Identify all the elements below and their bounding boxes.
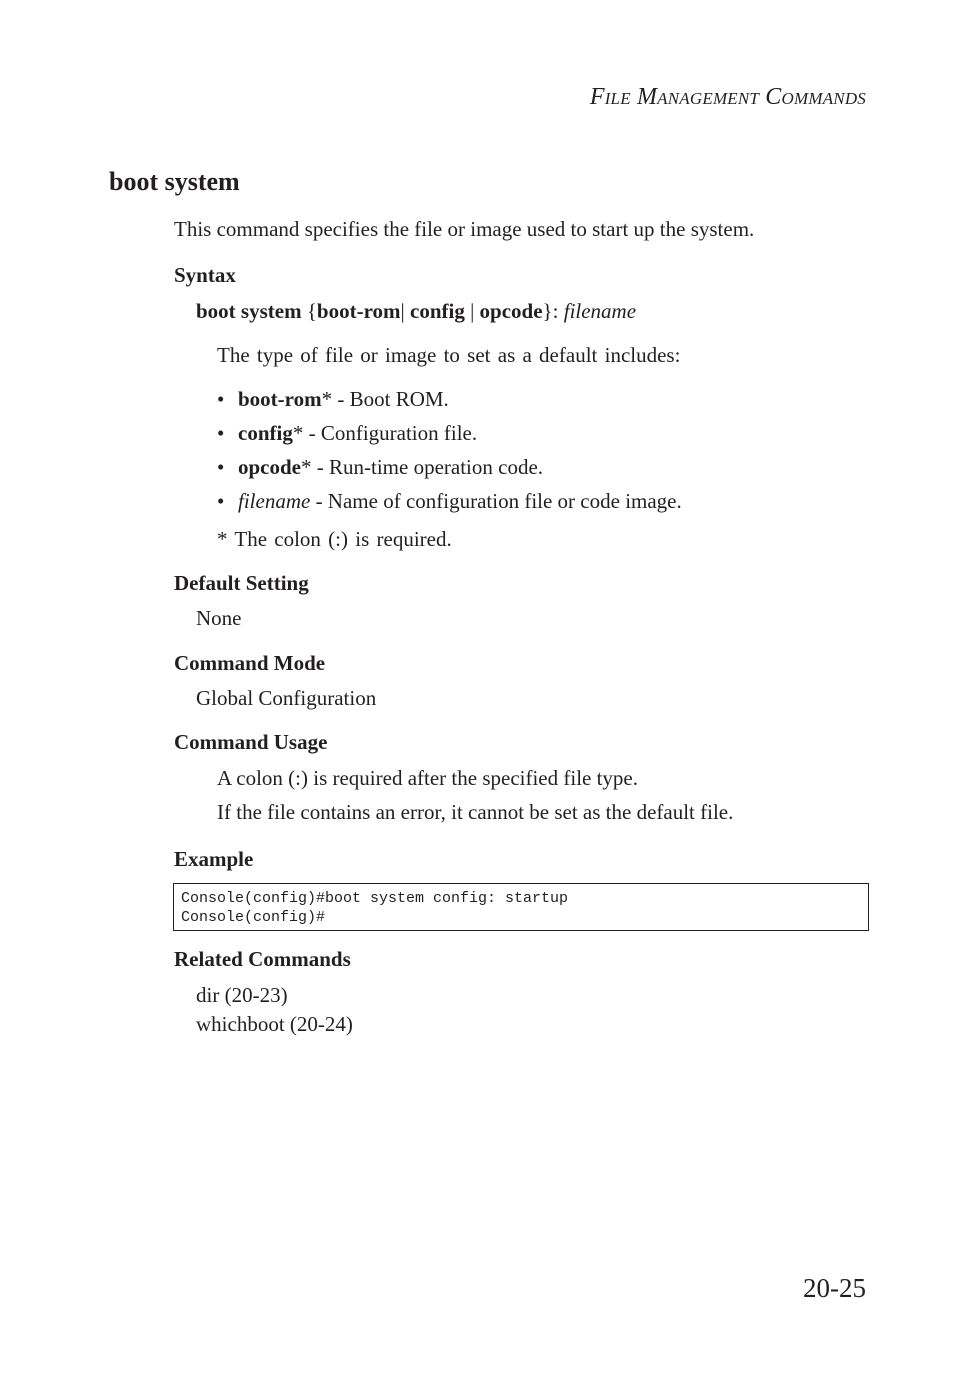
option-description: - Name of configuration file or code image.	[310, 489, 682, 513]
syntax-separator: |	[464, 299, 480, 323]
syntax-option-boot-rom: boot-rom	[316, 299, 401, 323]
bullet-icon: •	[217, 455, 225, 479]
command-description: This command specifies the file or image used to start up the system.	[174, 217, 755, 241]
default-setting-value: None	[196, 606, 242, 630]
bullet-icon: •	[217, 489, 225, 513]
syntax-option-list	[217, 385, 682, 521]
bullet-icon: •	[217, 387, 225, 411]
syntax-intro: The type of file or image to set as a default includes:	[217, 343, 681, 367]
page-number: 20-25	[803, 1273, 866, 1303]
option-term: opcode	[238, 455, 301, 479]
syntax-separator: |	[400, 299, 410, 323]
colon-note: * The colon (:) is required.	[217, 527, 452, 551]
related-command-whichboot: whichboot (20-24)	[196, 1012, 353, 1036]
syntax-brace-close: }	[542, 299, 553, 323]
option-description: * - Boot ROM.	[321, 387, 449, 411]
running-head: File Management Commands	[589, 84, 866, 110]
syntax-option-config: config	[410, 299, 465, 323]
example-code-block	[173, 883, 869, 931]
syntax-heading: Syntax	[174, 263, 236, 287]
command-mode-heading: Command Mode	[174, 651, 326, 675]
list-item	[217, 385, 682, 419]
command-usage-heading: Command Usage	[174, 730, 328, 754]
code-line: Console(config)#	[181, 909, 326, 926]
option-term: boot-rom	[238, 387, 322, 411]
option-term: filename	[238, 489, 311, 513]
example-heading: Example	[174, 847, 254, 871]
default-setting-heading: Default Setting	[174, 571, 309, 595]
syntax-colon: :	[552, 299, 564, 323]
list-item	[217, 419, 682, 453]
option-description: * - Run-time operation code.	[301, 455, 544, 479]
related-commands-heading: Related Commands	[174, 947, 351, 971]
syntax-line	[196, 299, 636, 324]
syntax-param-filename: filename	[563, 299, 637, 323]
option-description: * - Configuration file.	[292, 421, 478, 445]
command-mode-value: Global Configuration	[196, 686, 377, 710]
list-item	[217, 487, 682, 521]
related-command-dir: dir (20-23)	[196, 983, 288, 1007]
bullet-icon: •	[217, 421, 225, 445]
list-item	[217, 453, 682, 487]
syntax-brace-open: {	[306, 299, 317, 323]
option-term: config	[238, 421, 293, 445]
syntax-command: boot system	[196, 299, 302, 323]
code-line: Console(config)#boot system config: startup	[181, 890, 569, 907]
command-title: boot system	[109, 167, 240, 196]
syntax-option-opcode: opcode	[479, 299, 543, 323]
command-usage-line: If the file contains an error, it cannot be set as the default file.	[217, 800, 734, 824]
command-usage-line: A colon (:) is required after the specified file type.	[217, 766, 639, 790]
